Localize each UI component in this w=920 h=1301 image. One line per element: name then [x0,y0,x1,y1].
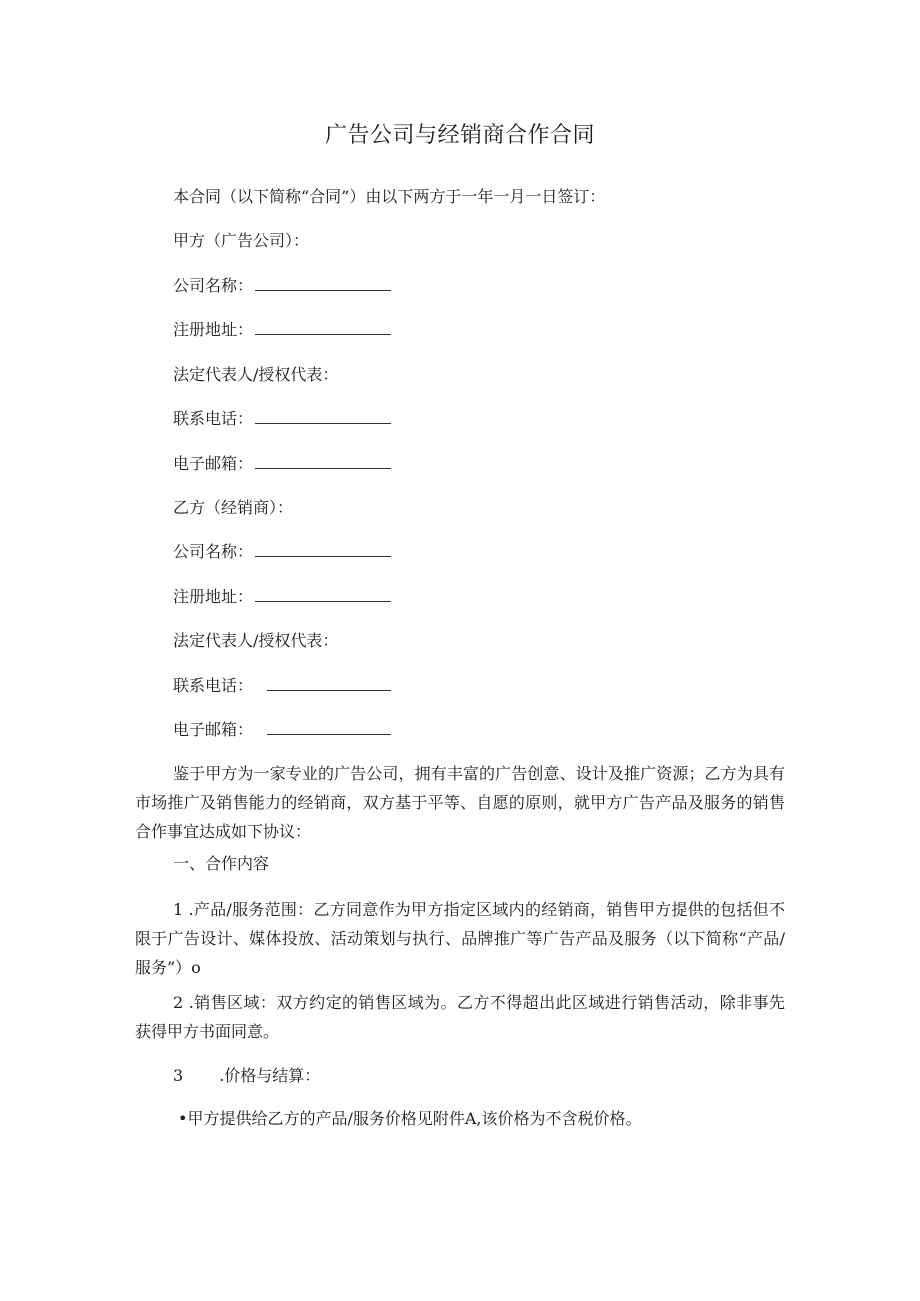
party-b-address-row [173,585,391,609]
party-b-company-blank [255,542,391,557]
party-a-company-blank [255,276,391,291]
party-a-company-label: 公司名称： [173,276,254,295]
section-1-heading: 一、合作内容 [173,854,270,873]
party-b-heading: 乙方（经销商）： [173,498,294,517]
party-b-address-label: 注册地址： [173,587,254,606]
party-b-company-row [173,540,391,564]
party-a-address-label: 注册地址： [173,320,254,339]
party-b-email-row [173,718,391,742]
party-b-email-label: 电子邮箱： [173,720,254,739]
party-a-rep-label: 法定代表人/授权代表： [173,365,339,384]
party-b-company-label: 公司名称： [173,542,254,561]
party-a-email-row [173,452,391,476]
party-b-email-blank [267,720,391,735]
clause-3-number: 3 [173,1066,184,1085]
party-a-company-row [173,274,391,298]
party-a-phone-label: 联系电话： [173,409,254,428]
clause-3-bullet-1: •甲方提供给乙方的产品/服务价格见附件A,该价格为不含税价格。 [178,1109,642,1128]
party-b-phone-blank [267,676,391,691]
clause-3-row [173,1064,320,1088]
clause-2-paragraph: 2 .销售区域：双方约定的销售区域为。乙方不得超出此区域进行销售活动，除非事先获得甲方书面同意。 [135,993,785,1041]
preamble-paragraph: 鉴于甲方为一家专业的广告公司，拥有丰富的广告创意、设计及推广资源；乙方为具有市场推广及销售能力的经销商，双方基于平等、自愿的原则，就甲方广告产品及服务的销售合作事宜达成如下协议： [135,764,785,841]
clause-1-paragraph: 1 .产品/服务范围：乙方同意作为甲方指定区域内的经销商，销售甲方提供的包括但不限于广告设计、媒体投放、活动策划与执行、品牌推广等广告产品及服务（以下简称“产品/服务”）o [135,900,785,977]
party-b-phone-row [173,674,391,698]
party-b-phone-label: 联系电话： [173,676,254,695]
party-b-rep-label: 法定代表人/授权代表： [173,631,339,650]
party-a-phone-row [173,407,391,431]
document-title: 广告公司与经销商合作合同 [324,123,595,148]
party-a-heading: 甲方（广告公司）： [173,231,310,250]
clause-3-label: .价格与结算： [219,1066,321,1085]
party-a-email-label: 电子邮箱： [173,454,254,473]
party-a-phone-blank [255,409,391,424]
party-a-email-blank [255,454,391,469]
party-a-address-row [173,318,391,342]
intro-line: 本合同（以下简称“合同”）由以下两方于一年一月一日签订： [173,187,606,206]
party-b-address-blank [255,587,391,602]
party-a-address-blank [255,320,391,335]
